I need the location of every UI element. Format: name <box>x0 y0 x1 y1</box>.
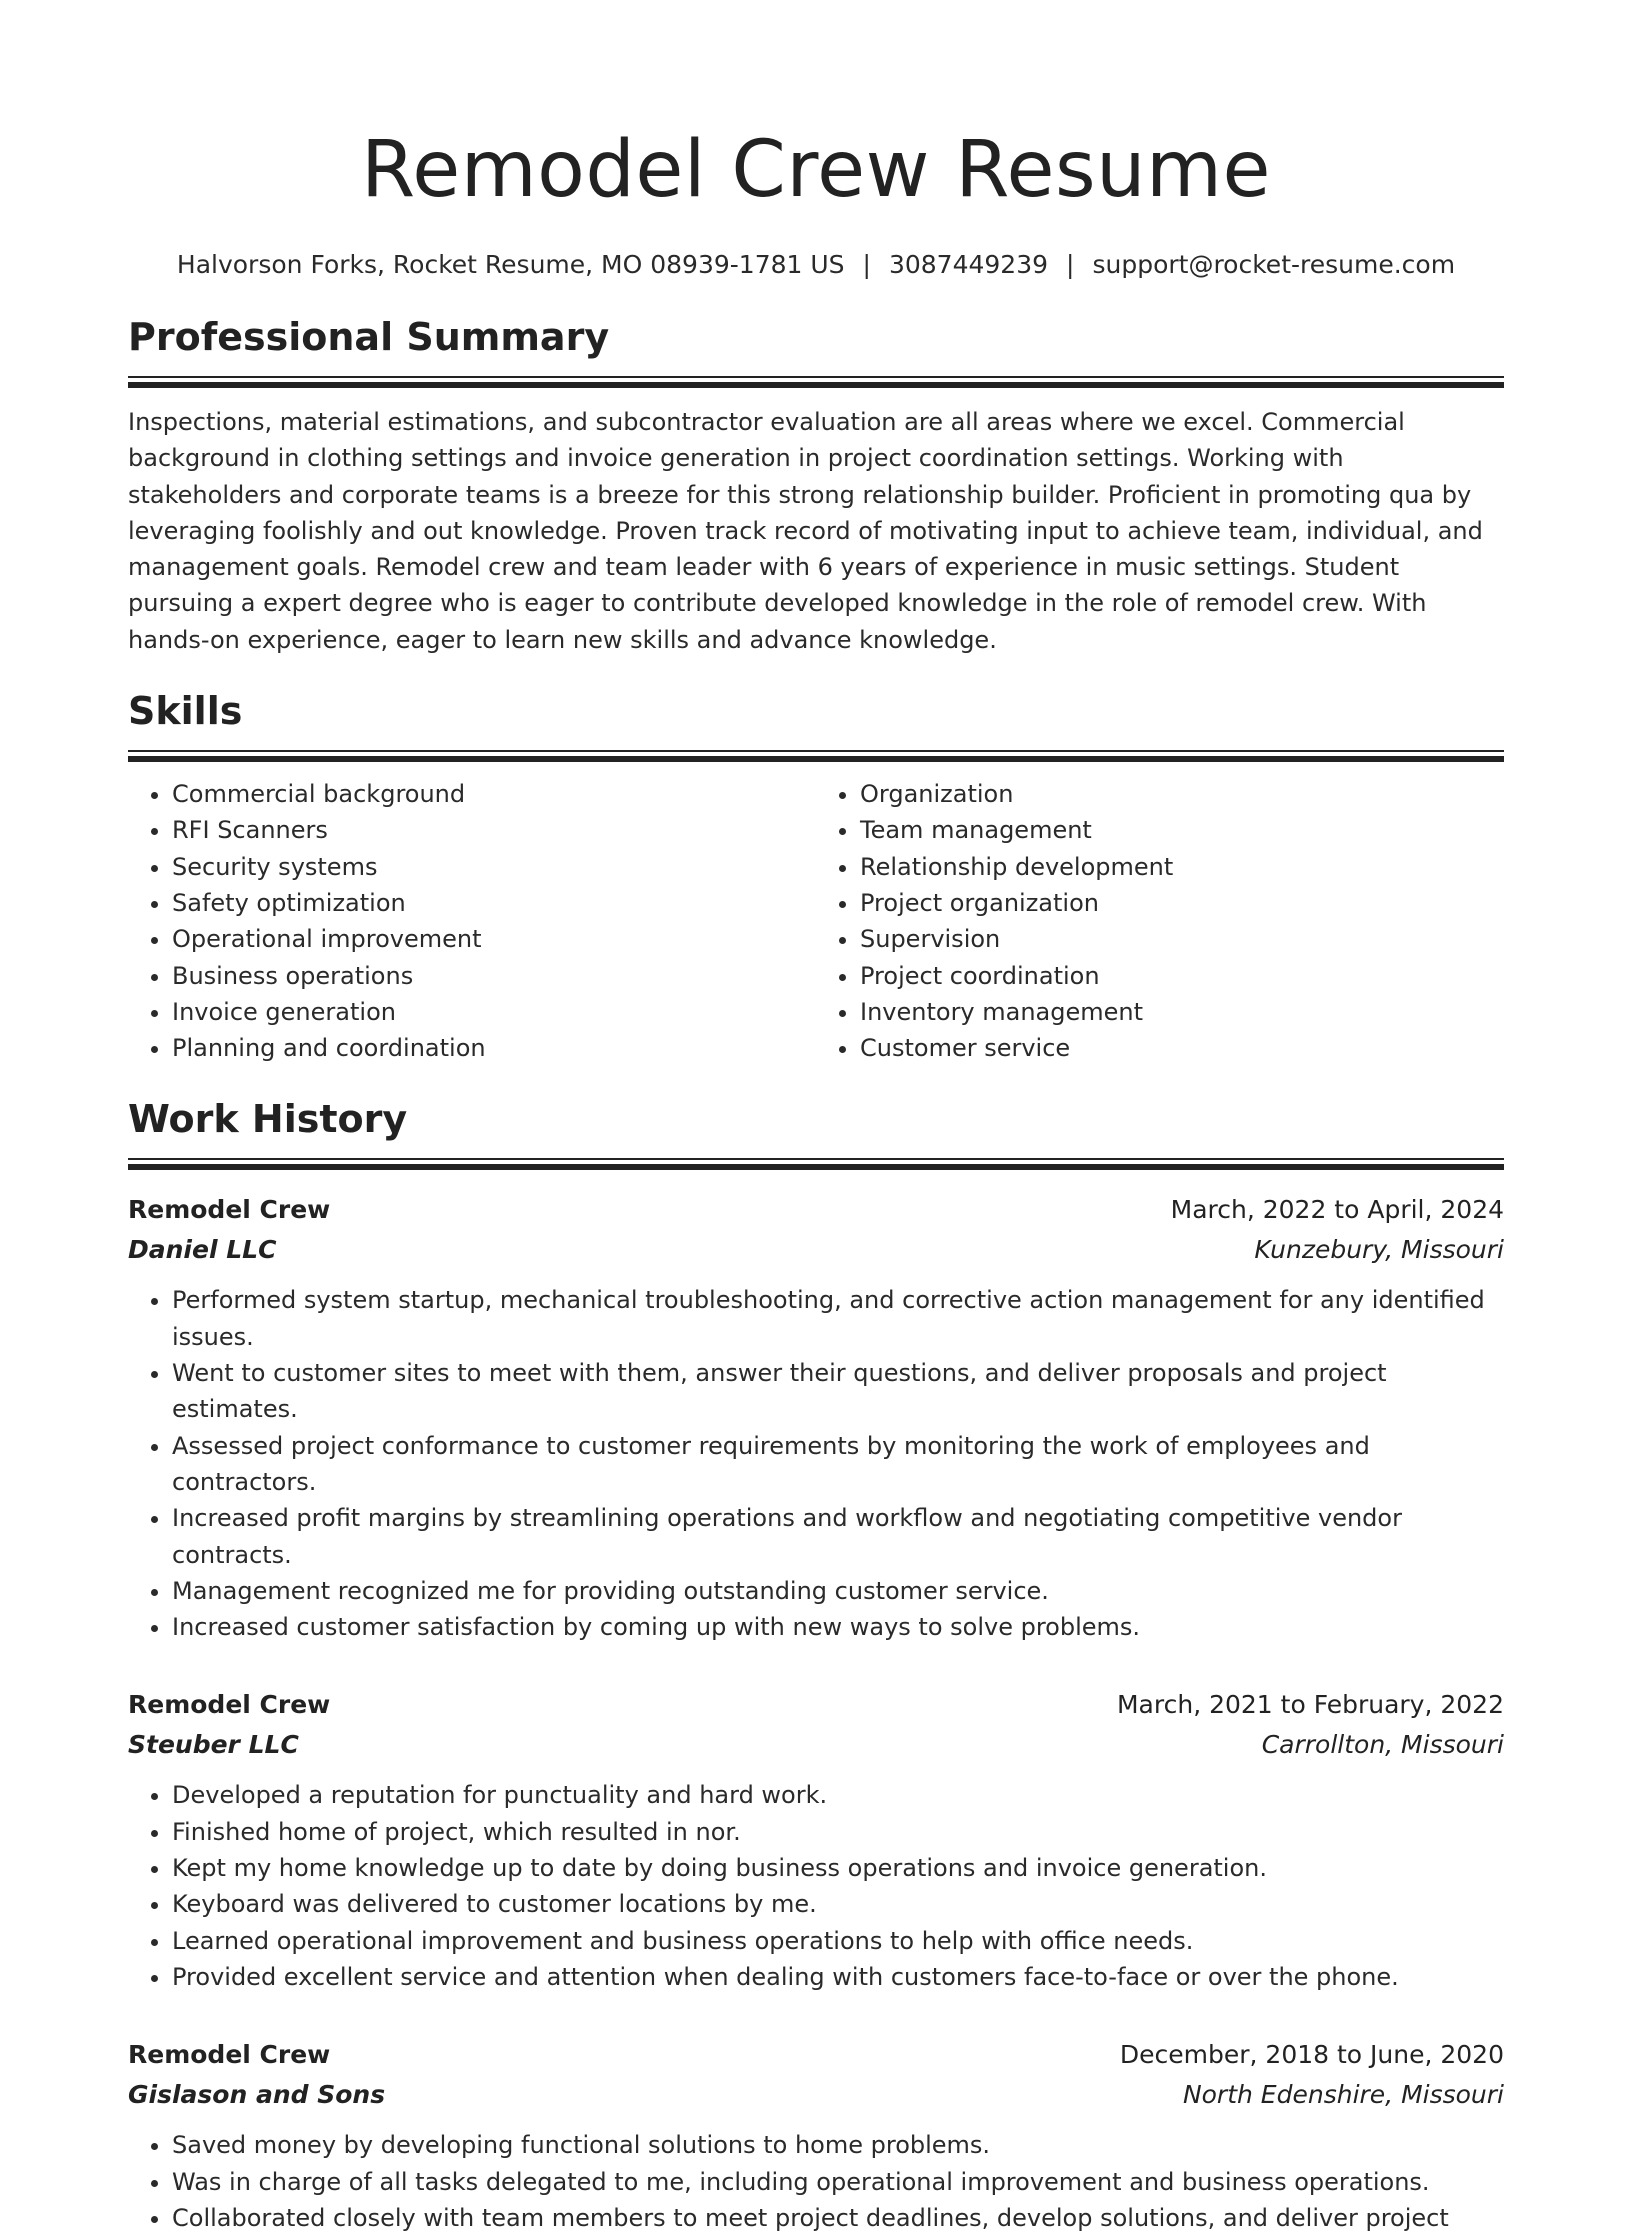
job-title: Remodel Crew <box>128 1195 331 1225</box>
contact-email: support@rocket-resume.com <box>1092 250 1456 279</box>
job-bullet: • Saved money by developing functional solutions to home problems. <box>172 2127 1504 2163</box>
skill-item: • Operational improvement <box>172 921 816 957</box>
job-bullet: • Performed system startup, mechanical troubleshooting, and corrective action management for any identified issues. <box>172 1282 1504 1355</box>
section-title-work-history: Work History <box>128 1097 408 1142</box>
skill-item: • Inventory management <box>860 994 1504 1030</box>
job-entry <box>128 2035 1504 2236</box>
job-bullet: • Assessed project conformance to customer requirements by monitoring the work of employees and contractors. <box>172 1428 1504 1501</box>
skill-item: • Customer service <box>860 1030 1504 1066</box>
contact-line <box>128 248 1504 282</box>
job-location: Kunzebury, Missouri <box>1254 1235 1504 1265</box>
skill-item: • Team management <box>860 812 1504 848</box>
job-dates: December, 2018 to June, 2020 <box>1119 2040 1504 2070</box>
job-bullet: • Learned operational improvement and business operations to help with office needs. <box>172 1923 1504 1959</box>
job-bullet: • Keyboard was delivered to customer locations by me. <box>172 1886 1504 1922</box>
job-bullet: • Was in charge of all tasks delegated to me, including operational improvement and business operations. <box>172 2164 1504 2200</box>
skills-section <box>128 686 1504 1066</box>
summary-section <box>128 312 1504 658</box>
job-list <box>128 1190 1504 2236</box>
job-company: Steuber LLC <box>128 1730 299 1760</box>
job-bullet: • Provided excellent service and attention when dealing with customers face-to-face or over the phone. <box>172 1959 1504 1995</box>
job-bullet: • Collaborated closely with team members to meet project deadlines, develop solutions, and deliver project <box>172 2200 1504 2236</box>
job-bullet: • Finished home of project, which resulted in nor. <box>172 1814 1504 1850</box>
job-title: Remodel Crew <box>128 1690 331 1720</box>
skill-item: • Project coordination <box>860 958 1504 994</box>
contact-phone: 3087449239 <box>888 250 1049 279</box>
job-entry <box>128 1190 1504 1645</box>
skill-item: • RFI Scanners <box>172 812 816 848</box>
job-company-row <box>128 2075 1504 2115</box>
job-company: Gislason and Sons <box>128 2080 386 2110</box>
skills-column-left <box>128 776 816 1066</box>
skill-item: • Commercial background <box>172 776 816 812</box>
skill-item: • Safety optimization <box>172 885 816 921</box>
section-divider <box>128 1158 1504 1170</box>
skill-item: • Business operations <box>172 958 816 994</box>
resume-title: Remodel Crew Resume <box>361 125 1271 215</box>
skill-item: • Supervision <box>860 921 1504 957</box>
job-bullet: • Kept my home knowledge up to date by doing business operations and invoice generation. <box>172 1850 1504 1886</box>
section-divider <box>128 376 1504 388</box>
job-header-row <box>128 1685 1504 1725</box>
contact-address: Halvorson Forks, Rocket Resume, MO 08939-1781 US <box>176 250 845 279</box>
section-divider <box>128 750 1504 762</box>
job-dates: March, 2021 to February, 2022 <box>1116 1690 1504 1720</box>
section-title-summary: Professional Summary <box>128 315 610 359</box>
job-company: Daniel LLC <box>128 1235 277 1265</box>
contact-separator: | <box>862 250 871 279</box>
skill-item: • Project organization <box>860 885 1504 921</box>
work-history-section <box>128 1094 1504 2236</box>
section-title-skills: Skills <box>128 689 243 734</box>
job-bullet: • Went to customer sites to meet with them, answer their questions, and deliver proposals and project estimates. <box>172 1355 1504 1428</box>
job-header-row <box>128 2035 1504 2075</box>
skill-item: • Relationship development <box>860 849 1504 885</box>
contact-separator: | <box>1066 250 1075 279</box>
skill-item: • Invoice generation <box>172 994 816 1030</box>
job-bullet: • Developed a reputation for punctuality and hard work. <box>172 1777 1504 1813</box>
job-bullet-list <box>128 2127 1504 2236</box>
job-dates: March, 2022 to April, 2024 <box>1170 1195 1504 1225</box>
skill-item: • Planning and coordination <box>172 1030 816 1066</box>
job-location: North Edenshire, Missouri <box>1182 2080 1504 2110</box>
skills-column-right <box>816 776 1504 1066</box>
job-company-row <box>128 1725 1504 1765</box>
job-company-row <box>128 1230 1504 1270</box>
skill-item: • Security systems <box>172 849 816 885</box>
job-bullet: • Management recognized me for providing outstanding customer service. <box>172 1573 1504 1609</box>
skills-grid <box>128 776 1504 1066</box>
job-bullet: • Increased profit margins by streamlining operations and workflow and negotiating competitive vendor contracts. <box>172 1500 1504 1573</box>
job-bullet-list <box>128 1777 1504 1995</box>
job-title: Remodel Crew <box>128 2040 331 2070</box>
job-header-row <box>128 1190 1504 1230</box>
job-bullet-list <box>128 1282 1504 1645</box>
job-bullet: • Increased customer satisfaction by coming up with new ways to solve problems. <box>172 1609 1504 1645</box>
skill-item: • Organization <box>860 776 1504 812</box>
job-location: Carrollton, Missouri <box>1261 1730 1504 1760</box>
job-entry <box>128 1685 1504 1995</box>
summary-text: Inspections, material estimations, and subcontractor evaluation are all areas where we excel. Commercial background in clothing settings and invoice generation in project coordination settings. Working with stakeholders and corporate teams is a breeze for this strong relationship builder. Proficient in promoting qua by leveraging foolishly and out knowledge. Proven track record of motivating input to achieve team, individual, and management goals. Remodel crew and team leader with 6 years of experience in music settings. Student pursuing a expert degree who is eager to contribute developed knowledge in the role of remodel crew. With hands-on experience, eager to learn new skills and advance knowledge. <box>128 408 1483 654</box>
